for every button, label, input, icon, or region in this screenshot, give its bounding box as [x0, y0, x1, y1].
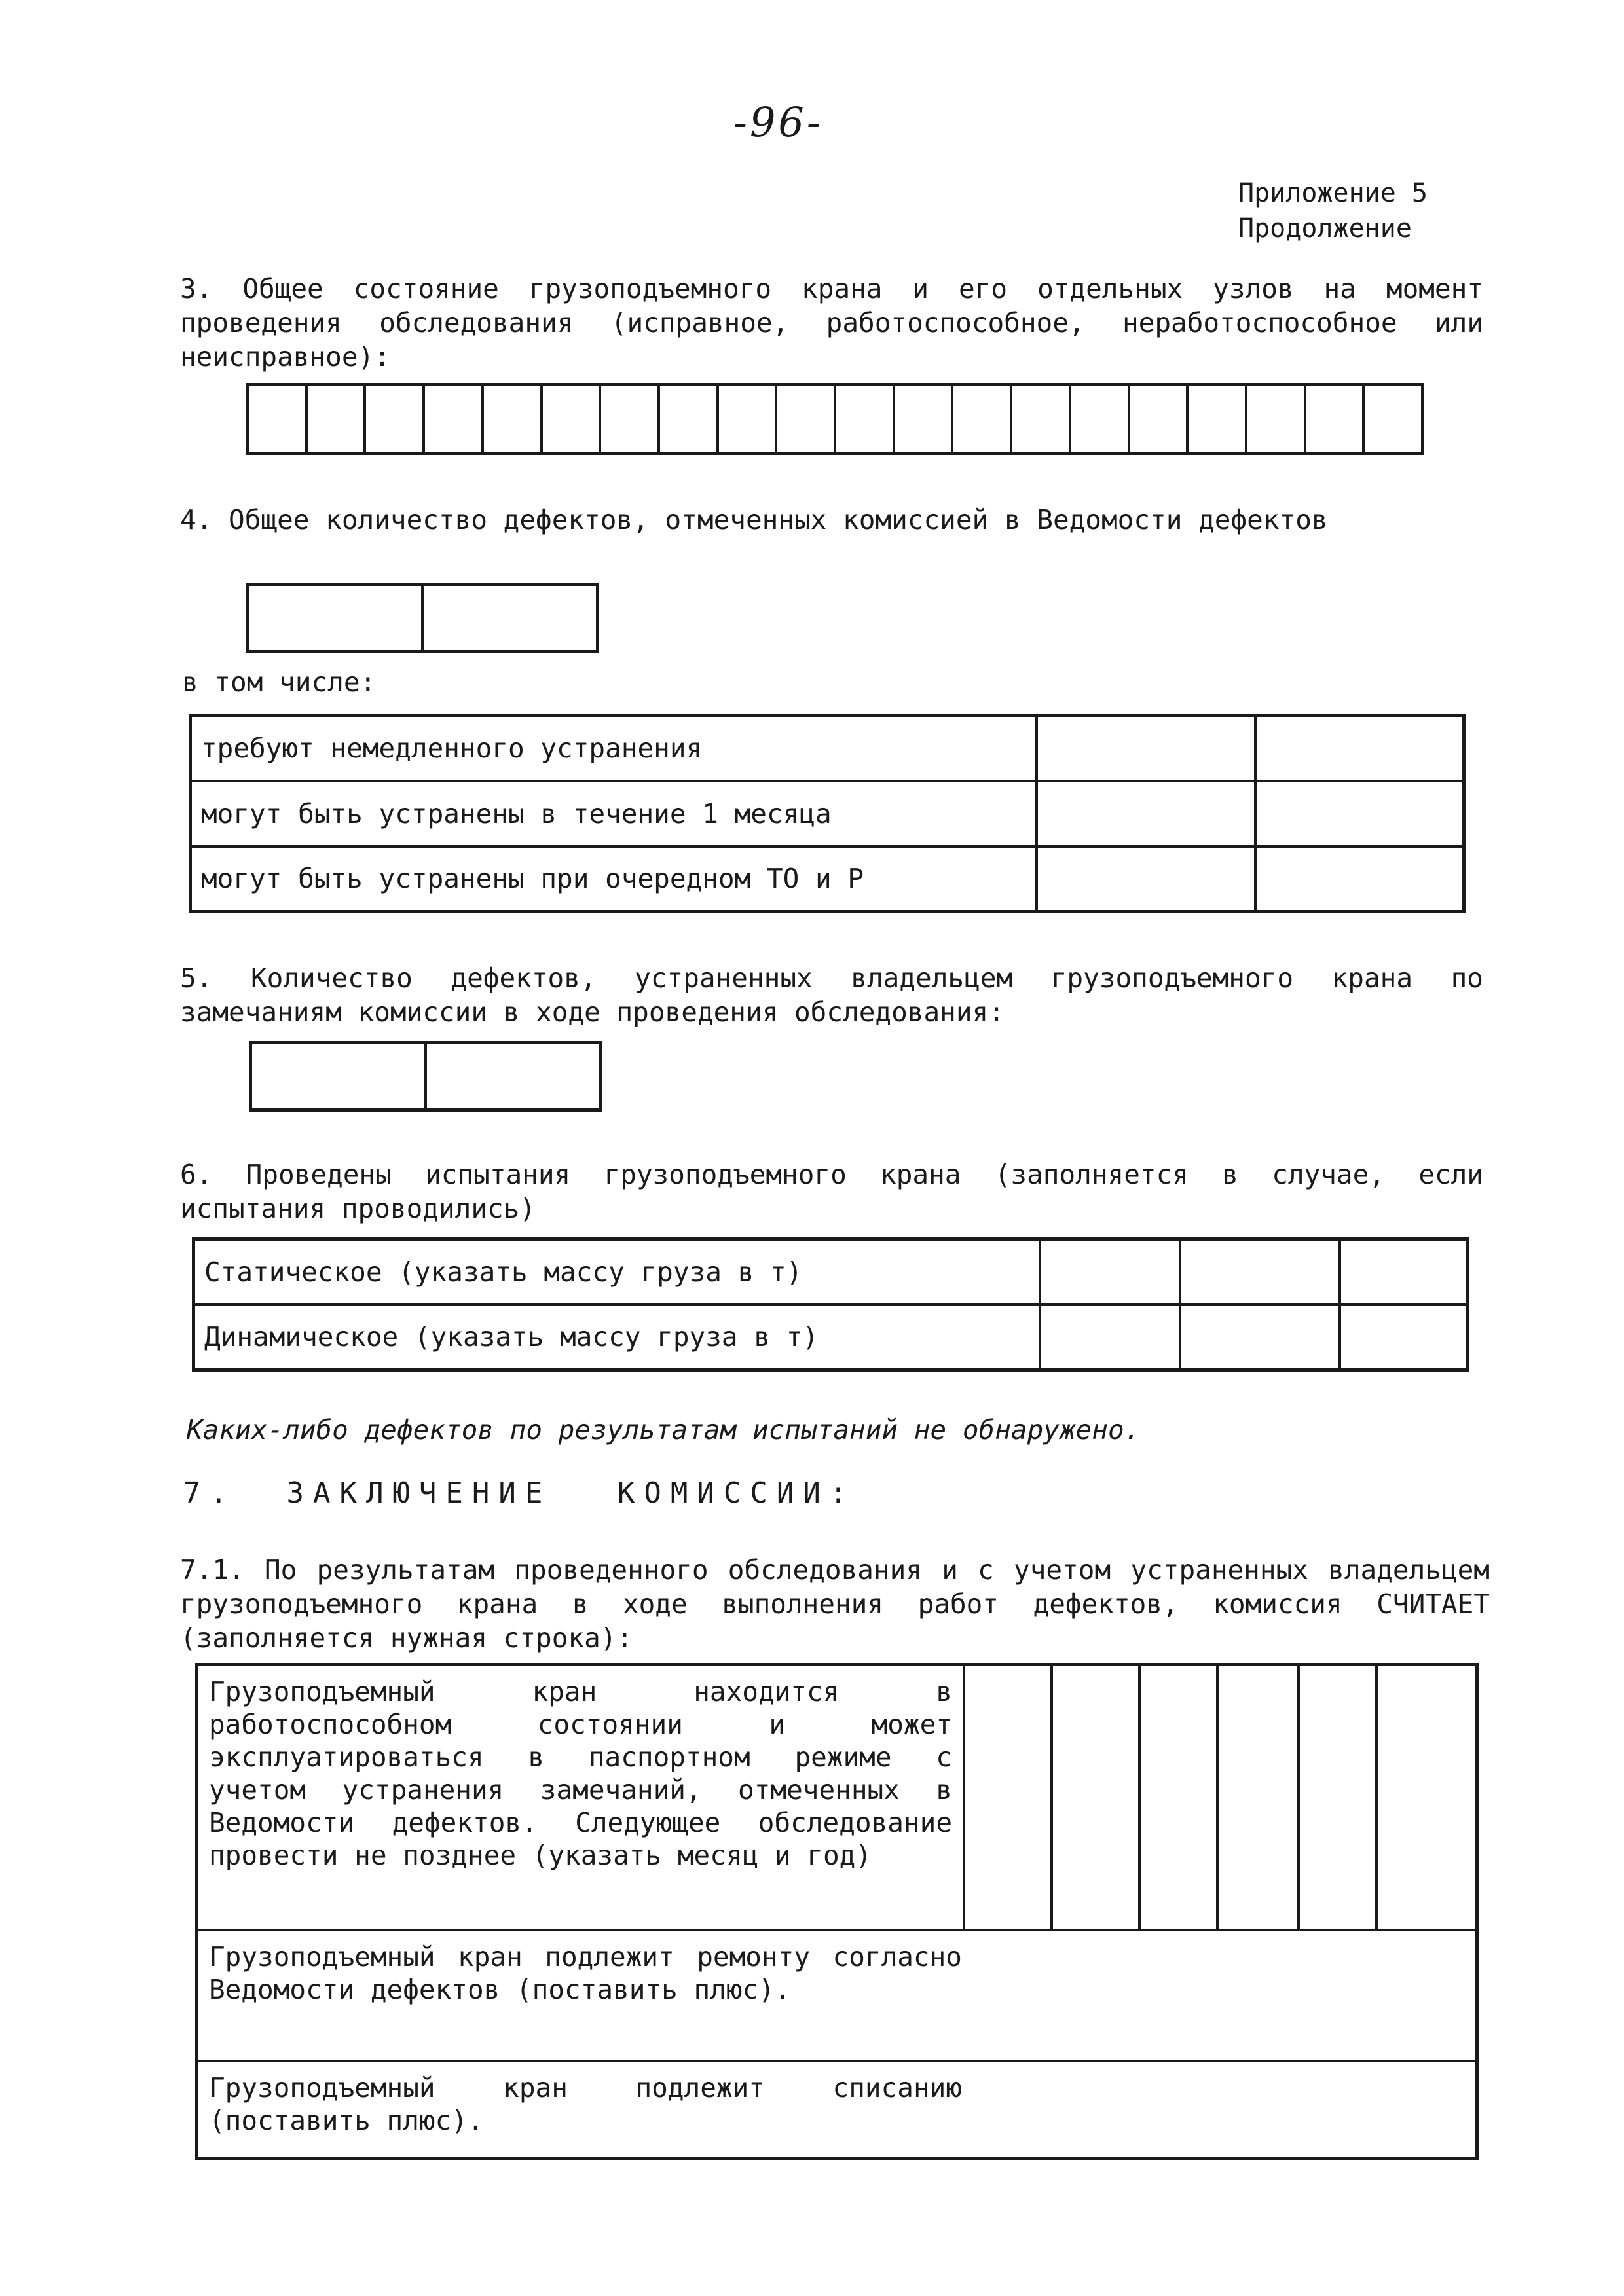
including-label: в том числе:	[182, 666, 377, 698]
value-cell[interactable]	[1037, 847, 1255, 912]
section5-count-boxes[interactable]	[249, 1041, 602, 1112]
row-label: могут быть устранены в течение 1 месяца	[191, 781, 1037, 847]
defects-breakdown-table	[189, 714, 1466, 913]
tests-table	[192, 1237, 1469, 1372]
table-row	[194, 1239, 1467, 1305]
table-row	[191, 716, 1464, 781]
digit-box[interactable]	[252, 1044, 427, 1108]
value-cell[interactable]	[1255, 781, 1464, 847]
value-cell[interactable]	[1255, 716, 1464, 781]
char-box[interactable]	[777, 386, 836, 452]
table-row	[191, 847, 1464, 912]
value-cell[interactable]	[964, 1665, 1052, 1930]
char-box[interactable]	[836, 386, 895, 452]
table-row	[197, 1930, 1477, 2061]
char-box[interactable]	[1012, 386, 1071, 452]
char-box[interactable]	[1365, 386, 1421, 452]
section4-count-boxes[interactable]	[246, 583, 599, 653]
page-number: -96-	[733, 98, 823, 146]
conclusion-option: Грузоподъемный кран находится в работоспособном состоянии и может эксплуатироваться в паспортном режиме с учетом устранения замечаний, отмеченных в Ведомости дефектов. Следующее обследование провести не позднее (указать месяц и год)	[197, 1665, 965, 1930]
value-cell[interactable]	[1180, 1305, 1340, 1370]
value-cell[interactable]	[1217, 1665, 1299, 1930]
table-row	[197, 2061, 1477, 2159]
char-box[interactable]	[484, 386, 543, 452]
char-box[interactable]	[1130, 386, 1189, 452]
char-box[interactable]	[895, 386, 954, 452]
appendix-label	[1238, 175, 1428, 246]
value-cell[interactable]	[1180, 1239, 1340, 1305]
section7-heading	[183, 1476, 856, 1510]
heading-word-conclusion: ЗАКЛЮЧЕНИЕ	[286, 1476, 552, 1510]
char-box[interactable]	[1189, 386, 1247, 452]
section3-state-boxes[interactable]	[246, 383, 1424, 455]
section3-text: 3. Общее состояние грузоподъемного крана и его отдельных узлов на момент проведения обследования (исправное, работоспособное, неработоспособное или неисправное):	[180, 273, 1483, 373]
value-cell[interactable]	[1340, 1305, 1467, 1370]
char-box[interactable]	[660, 386, 719, 452]
tests-note: Каких-либо дефектов по результатам испытаний не обнаружено.	[187, 1414, 1141, 1446]
section5-text: 5. Количество дефектов, устраненных владельцем грузоподъемного крана по замечаниям комиссии в ходе проведения обследования:	[180, 962, 1483, 1028]
table-row	[194, 1305, 1467, 1370]
char-box[interactable]	[366, 386, 425, 452]
table-row	[191, 781, 1464, 847]
digit-box[interactable]	[424, 586, 596, 650]
heading-word-commission: КОМИССИИ:	[617, 1476, 857, 1510]
section7-number: 7.	[183, 1476, 236, 1510]
value-cell[interactable]	[1037, 781, 1255, 847]
digit-box[interactable]	[249, 586, 424, 650]
char-box[interactable]	[1247, 386, 1306, 452]
row-label: требуют немедленного устранения	[191, 716, 1037, 781]
conclusion-table	[195, 1663, 1479, 2160]
char-box[interactable]	[249, 386, 308, 452]
section7-text: 7.1. По результатам проведенного обследования и с учетом устраненных владельцем грузоподъемного крана в ходе выполнения работ дефектов, комиссия СЧИТАЕТ (заполняется нужная строка):	[180, 1554, 1490, 1654]
char-box[interactable]	[1306, 386, 1365, 452]
char-box[interactable]	[543, 386, 602, 452]
value-cell[interactable]	[1376, 1665, 1477, 1930]
value-cell[interactable]	[1139, 1665, 1217, 1930]
conclusion-option-text: Грузоподъемный кран подлежит ремонту согласно Ведомости дефектов (поставить плюс).	[209, 1941, 962, 2005]
value-cell[interactable]	[1299, 1665, 1376, 1930]
conclusion-option-text: Грузоподъемный кран подлежит списанию (поставить плюс).	[209, 2071, 962, 2136]
char-box[interactable]	[425, 386, 484, 452]
value-cell[interactable]	[1340, 1239, 1467, 1305]
conclusion-option[interactable]	[197, 1930, 1477, 2061]
conclusion-option[interactable]	[197, 2061, 1477, 2159]
appendix-continuation: Продолжение	[1238, 213, 1412, 244]
char-box[interactable]	[953, 386, 1012, 452]
digit-box[interactable]	[427, 1044, 599, 1108]
value-cell[interactable]	[1255, 847, 1464, 912]
section4-text: 4. Общее количество дефектов, отмеченных комиссией в Ведомости дефектов	[180, 504, 1328, 536]
row-label: Динамическое (указать массу груза в т)	[194, 1305, 1041, 1370]
char-box[interactable]	[601, 386, 660, 452]
appendix-title: Приложение 5	[1238, 178, 1428, 208]
value-cell[interactable]	[1040, 1239, 1180, 1305]
value-cell[interactable]	[1040, 1305, 1180, 1370]
char-box[interactable]	[1071, 386, 1130, 452]
row-label: Статическое (указать массу груза в т)	[194, 1239, 1041, 1305]
char-box[interactable]	[719, 386, 778, 452]
value-cell[interactable]	[1037, 716, 1255, 781]
value-cell[interactable]	[1052, 1665, 1139, 1930]
table-row	[197, 1665, 1477, 1930]
section6-text: 6. Проведены испытания грузоподъемного крана (заполняется в случае, если испытания проводились)	[180, 1159, 1483, 1224]
row-label: могут быть устранены при очередном ТО и Р	[191, 847, 1037, 912]
char-box[interactable]	[308, 386, 367, 452]
